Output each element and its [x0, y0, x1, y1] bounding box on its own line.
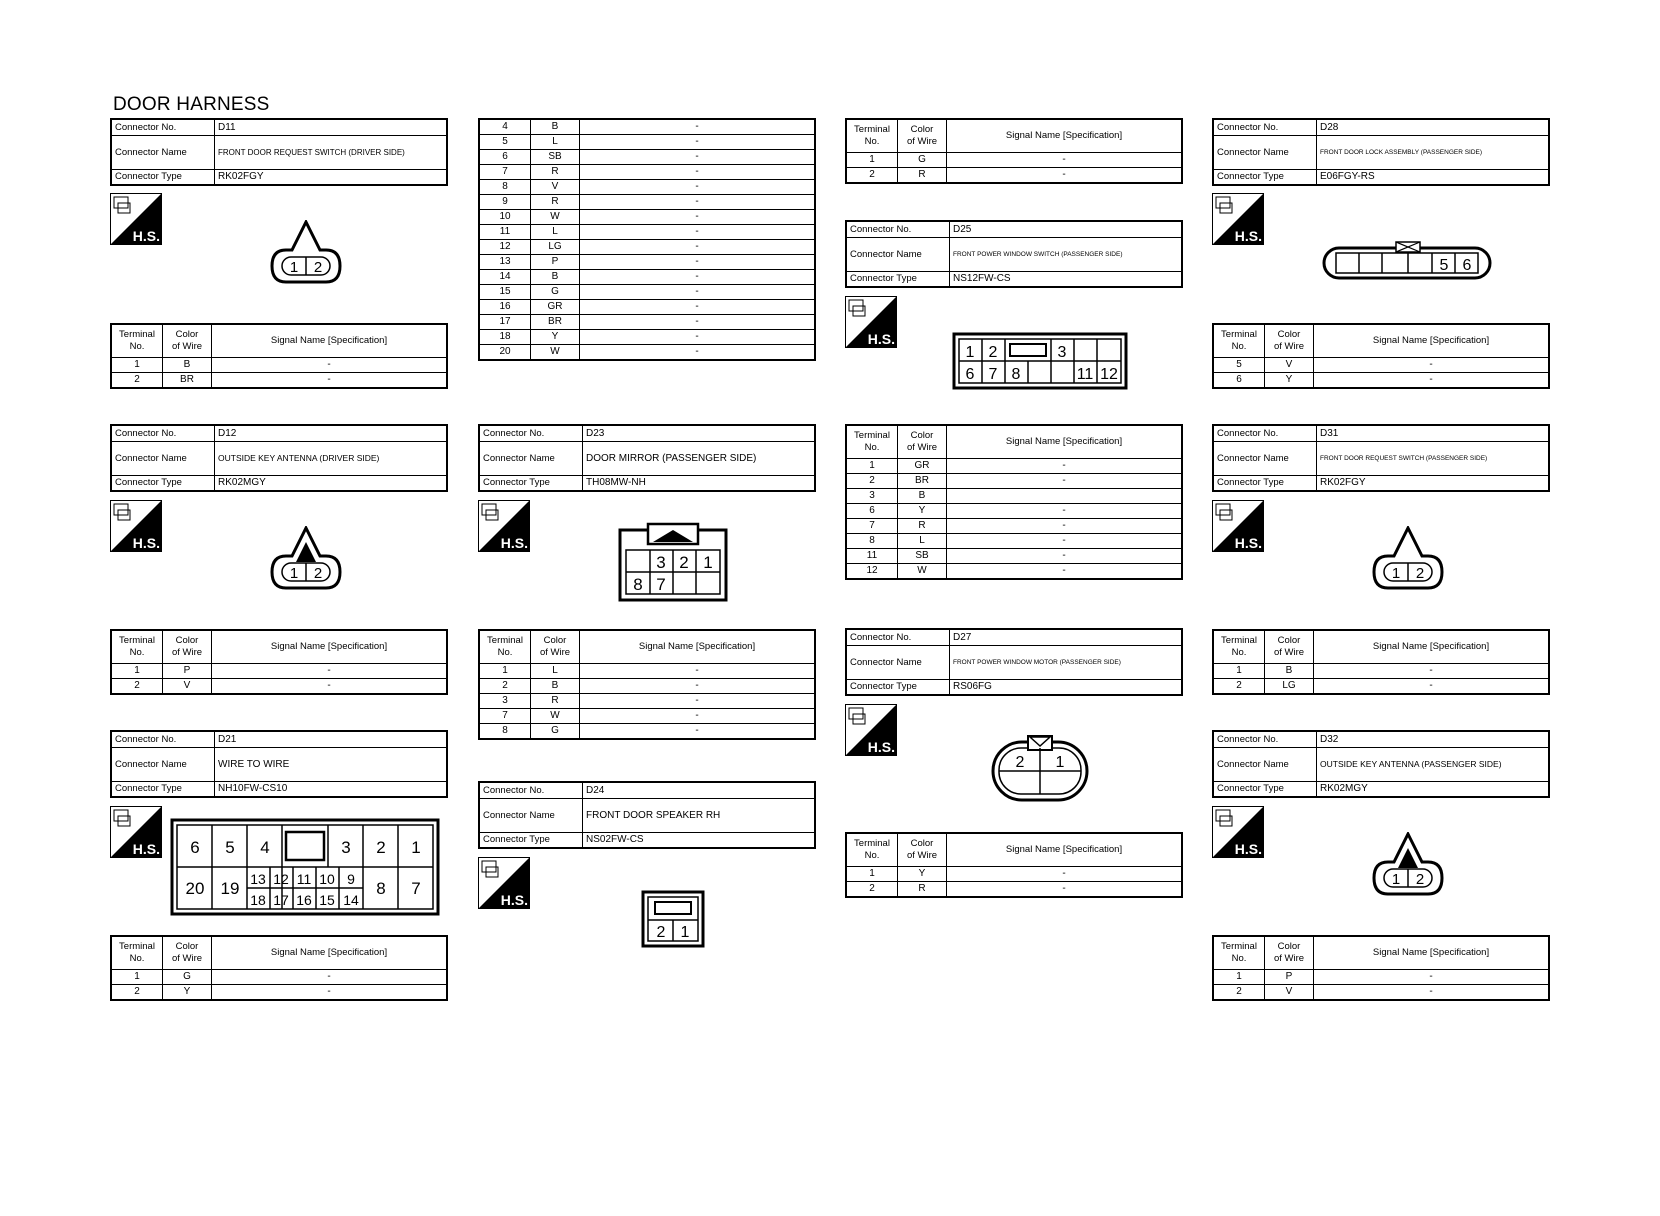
terminal-table-d25: Terminal No. Color of Wire Signal Name [Specification] 1 GR - 2 BR - 3 B 6 Y - 7 R - 8 L - 11 SB - 12 W - — [845, 424, 1183, 580]
pin-6: 6 — [190, 838, 200, 857]
terminal-table-d28: Terminal No. Color of Wire Signal Name [Specification] 5 V - 6 Y - — [1212, 323, 1550, 389]
pin-1: 1 — [289, 259, 299, 276]
table-row — [479, 330, 815, 345]
signal-name-cell: - — [580, 240, 816, 255]
table-row: 3 B — [846, 489, 1182, 504]
svg-text:16: 16 — [296, 892, 312, 908]
svg-text:2: 2 — [656, 924, 666, 941]
table-row — [479, 285, 815, 300]
svg-text:1: 1 — [703, 553, 713, 572]
wire-color-cell: W — [531, 345, 580, 361]
wire-color-cell: R — [531, 165, 580, 180]
svg-text:1: 1 — [1391, 565, 1401, 582]
wire-color-cell: SB — [531, 150, 580, 165]
table-row: 1 P - — [1213, 970, 1549, 985]
terminal-no-cell: 5 — [479, 135, 531, 150]
connector-diagram-d28 — [1322, 240, 1492, 287]
wire-color-cell: G — [531, 285, 580, 300]
connector-name-label: Connector Name — [111, 135, 215, 169]
connector-info-d25: Connector No. D25 Connector Name FRONT POWER WINDOW SWITCH (PASSENGER SIDE) Connector Type NS12FW-CS — [845, 220, 1183, 288]
table-row: 2 R - — [846, 168, 1182, 184]
table-row: 5 V - — [1213, 358, 1549, 373]
terminal-no-cell: 11 — [479, 225, 531, 240]
terminal-no-cell: 7 — [479, 165, 531, 180]
pin-3: 3 — [341, 838, 351, 857]
terminal-no-cell: 13 — [479, 255, 531, 270]
table-row: 2 R - — [846, 882, 1182, 898]
harness-side-icon: H.S. — [1212, 193, 1264, 245]
terminal-no-header: Terminal No. — [111, 324, 163, 358]
svg-text:1: 1 — [965, 344, 975, 361]
pin-2: 2 — [313, 259, 323, 276]
table-row — [479, 300, 815, 315]
signal-name-cell: - — [580, 195, 816, 210]
svg-text:7: 7 — [656, 575, 666, 594]
harness-side-icon: H.S. — [110, 806, 162, 858]
harness-side-icon — [110, 193, 162, 245]
table-row: 11 SB - — [846, 549, 1182, 564]
svg-text:11: 11 — [296, 871, 312, 887]
wire-color-cell: P — [531, 255, 580, 270]
connector-info-d21: Connector No. D21 Connector Name WIRE TO WIRE Connector Type NH10FW-CS10 — [110, 730, 448, 798]
signal-name-cell: - — [580, 285, 816, 300]
svg-text:13: 13 — [250, 871, 266, 887]
svg-text:2: 2 — [1415, 871, 1425, 888]
table-row: 8 G - — [479, 724, 815, 740]
pin-20: 20 — [185, 879, 205, 898]
svg-text:8: 8 — [1011, 366, 1021, 383]
signal-name-cell: - — [580, 315, 816, 330]
signal-name-cell: - — [580, 255, 816, 270]
svg-text:2: 2 — [1015, 754, 1025, 771]
wire-color-cell: GR — [531, 300, 580, 315]
connector-no-label: Connector No. — [111, 119, 215, 135]
harness-side-icon: H.S. — [110, 500, 162, 552]
table-row: 2 B - — [479, 679, 815, 694]
connector-info-d12: Connector No. D12 Connector Name OUTSIDE KEY ANTENNA (DRIVER SIDE) Connector Type RK02MGY — [110, 424, 448, 492]
terminal-table-d21: Terminal No. Color of Wire Signal Name [Specification] 1 G - 2 Y - — [110, 935, 448, 1001]
wire-color-cell: L — [531, 135, 580, 150]
terminal-table-d21-continued — [478, 118, 816, 361]
table-row — [479, 150, 815, 165]
svg-text:2: 2 — [1415, 565, 1425, 582]
harness-side-icon: H.S. — [845, 296, 897, 348]
connector-info-d32: Connector No. D32 Connector Name OUTSIDE KEY ANTENNA (PASSENGER SIDE) Connector Type RK02MGY — [1212, 730, 1550, 798]
pin-1: 1 — [411, 838, 421, 857]
table-row — [479, 240, 815, 255]
harness-side-icon: H.S. — [845, 704, 897, 756]
svg-text:1: 1 — [680, 924, 690, 941]
pin-4: 4 — [260, 838, 270, 857]
signal-name-cell: - — [580, 270, 816, 285]
terminal-no-cell: 6 — [479, 150, 531, 165]
wire-color-cell: B — [531, 119, 580, 135]
svg-text:3: 3 — [656, 553, 666, 572]
terminal-no-cell: 17 — [479, 315, 531, 330]
connector-diagram-d11 — [268, 220, 344, 291]
svg-text:1: 1 — [1391, 871, 1401, 888]
wire-color-cell: W — [531, 210, 580, 225]
table-row — [479, 210, 815, 225]
harness-side-icon: H.S. — [478, 500, 530, 552]
svg-text:2: 2 — [679, 553, 689, 572]
table-row — [479, 195, 815, 210]
wire-color-cell: Y — [531, 330, 580, 345]
harness-side-icon: H.S. — [478, 857, 530, 909]
table-row — [479, 270, 815, 285]
signal-name-cell: - — [580, 300, 816, 315]
table-row: 2 BR - — [111, 373, 447, 389]
signal-name-cell: - — [580, 225, 816, 240]
terminal-table-d12: Terminal No. Color of Wire Signal Name [Specification] 1 P - 2 V - — [110, 629, 448, 695]
wire-color-cell: BR — [531, 315, 580, 330]
harness-side-icon: H.S. — [1212, 806, 1264, 858]
wire-color-cell: LG — [531, 240, 580, 255]
signal-name-cell: - — [580, 210, 816, 225]
connector-info-d23: Connector No. D23 Connector Name DOOR MIRROR (PASSENGER SIDE) Connector Type TH08MW-NH — [478, 424, 816, 492]
table-row — [479, 345, 815, 361]
terminal-no-cell: 4 — [479, 119, 531, 135]
table-row: 2 LG - — [1213, 679, 1549, 695]
harness-side-icon: H.S. — [1212, 500, 1264, 552]
connector-type-label: Connector Type — [111, 169, 215, 185]
connector-diagram-d24 — [641, 890, 705, 953]
table-row: 1 Y - — [846, 867, 1182, 882]
connector-type-value: RK02FGY — [215, 169, 448, 185]
pin-19: 19 — [220, 879, 240, 898]
svg-text:2: 2 — [988, 344, 998, 361]
table-row: 2 V - — [111, 679, 447, 695]
svg-text:11: 11 — [1076, 366, 1094, 383]
terminal-table-d11 — [110, 323, 448, 389]
pin-1: 1 — [289, 565, 299, 582]
table-row: 7 W - — [479, 709, 815, 724]
terminal-no-cell: 12 — [479, 240, 531, 255]
svg-text:5: 5 — [1439, 257, 1449, 274]
table-row: 1 L - — [479, 664, 815, 679]
wire-color-cell: B — [531, 270, 580, 285]
wire-color-cell: V — [531, 180, 580, 195]
terminal-table-d27: Terminal No. Color of Wire Signal Name [Specification] 1 Y - 2 R - — [845, 832, 1183, 898]
pin-2: 2 — [313, 565, 323, 582]
terminal-table-d32: Terminal No. Color of Wire Signal Name [Specification] 1 P - 2 V - — [1212, 935, 1550, 1001]
terminal-table-d31: Terminal No. Color of Wire Signal Name [Specification] 1 B - 2 LG - — [1212, 629, 1550, 695]
wire-color-cell: L — [531, 225, 580, 240]
table-row: 2 Y - — [111, 985, 447, 1001]
svg-text:10: 10 — [319, 871, 335, 887]
table-row: 6 Y - — [1213, 373, 1549, 389]
table-row — [479, 119, 815, 135]
signal-name-header: Signal Name [Specification] — [212, 324, 448, 358]
terminal-no-cell: 14 — [479, 270, 531, 285]
table-row — [479, 135, 815, 150]
pin-8: 8 — [376, 879, 386, 898]
hs-badge-text: H.S. — [132, 228, 160, 244]
signal-name-cell: - — [580, 119, 816, 135]
connector-diagram-d31 — [1370, 526, 1446, 597]
table-row: 12 W - — [846, 564, 1182, 580]
connector-info-d28: Connector No. D28 Connector Name FRONT DOOR LOCK ASSEMBLY (PASSENGER SIDE) Connector Type E06FGY-RS — [1212, 118, 1550, 186]
table-row — [479, 225, 815, 240]
table-row: 1 B - — [111, 358, 447, 373]
svg-text:17: 17 — [273, 892, 289, 908]
table-row: 6 Y - — [846, 504, 1182, 519]
table-row: 2 V - — [1213, 985, 1549, 1001]
connector-name-value: FRONT DOOR REQUEST SWITCH (DRIVER SIDE) — [215, 135, 448, 169]
connector-info-d27: Connector No. D27 Connector Name FRONT POWER WINDOW MOTOR (PASSENGER SIDE) Connector Type RS06FG — [845, 628, 1183, 696]
svg-text:1: 1 — [1055, 754, 1065, 771]
terminal-no-cell: 20 — [479, 345, 531, 361]
svg-text:7: 7 — [988, 366, 998, 383]
connector-diagram-d32 — [1370, 832, 1446, 903]
terminal-no-cell: 10 — [479, 210, 531, 225]
table-row: 8 L - — [846, 534, 1182, 549]
table-row: 1 G - — [111, 970, 447, 985]
table-row: 1 G - — [846, 153, 1182, 168]
table-row — [479, 165, 815, 180]
table-row — [479, 180, 815, 195]
connector-no-value: D11 — [215, 119, 448, 135]
connector-info-d11 — [110, 118, 448, 186]
table-row: 7 R - — [846, 519, 1182, 534]
table-row: 2 BR - — [846, 474, 1182, 489]
terminal-no-cell: 8 — [479, 180, 531, 195]
svg-text:9: 9 — [347, 871, 355, 887]
connector-diagram-d25 — [952, 332, 1128, 395]
connector-diagram-d27 — [990, 734, 1090, 809]
terminal-table-d24: Terminal No. Color of Wire Signal Name [Specification] 1 G - 2 R - — [845, 118, 1183, 184]
signal-name-cell: - — [580, 165, 816, 180]
terminal-no-cell: 18 — [479, 330, 531, 345]
table-row: 1 GR - — [846, 459, 1182, 474]
terminal-table-d23: Terminal No. Color of Wire Signal Name [Specification] 1 L - 2 B - 3 R - 7 W - 8 G - — [478, 629, 816, 740]
connector-diagram-d23 — [618, 522, 728, 607]
signal-name-cell: - — [580, 345, 816, 361]
table-row: 3 R - — [479, 694, 815, 709]
svg-text:12: 12 — [1100, 366, 1118, 383]
svg-text:6: 6 — [965, 366, 975, 383]
pin-7: 7 — [411, 879, 421, 898]
svg-text:18: 18 — [250, 892, 266, 908]
signal-name-cell: - — [580, 135, 816, 150]
table-row: 1 P - — [111, 664, 447, 679]
wire-color-cell: R — [531, 195, 580, 210]
connector-info-d31: Connector No. D31 Connector Name FRONT DOOR REQUEST SWITCH (PASSENGER SIDE) Connector Type RK02FGY — [1212, 424, 1550, 492]
connector-diagram-d12 — [268, 526, 344, 597]
signal-name-cell: - — [580, 180, 816, 195]
terminal-no-cell: 16 — [479, 300, 531, 315]
page-title: DOOR HARNESS — [113, 94, 270, 115]
signal-name-cell: - — [580, 150, 816, 165]
table-row — [479, 255, 815, 270]
table-row — [479, 315, 815, 330]
svg-text:12: 12 — [273, 871, 289, 887]
svg-text:6: 6 — [1462, 257, 1472, 274]
pin-2: 2 — [376, 838, 386, 857]
svg-text:3: 3 — [1057, 344, 1067, 361]
color-of-wire-header: Color of Wire — [163, 324, 212, 358]
svg-text:15: 15 — [319, 892, 335, 908]
connector-diagram-d21 — [170, 818, 440, 923]
svg-text:14: 14 — [343, 892, 359, 908]
table-row: 1 B - — [1213, 664, 1549, 679]
connector-info-d24: Connector No. D24 Connector Name FRONT DOOR SPEAKER RH Connector Type NS02FW-CS — [478, 781, 816, 849]
terminal-no-cell: 15 — [479, 285, 531, 300]
terminal-no-cell: 9 — [479, 195, 531, 210]
svg-text:8: 8 — [633, 575, 643, 594]
pin-5: 5 — [225, 838, 235, 857]
signal-name-cell: - — [580, 330, 816, 345]
